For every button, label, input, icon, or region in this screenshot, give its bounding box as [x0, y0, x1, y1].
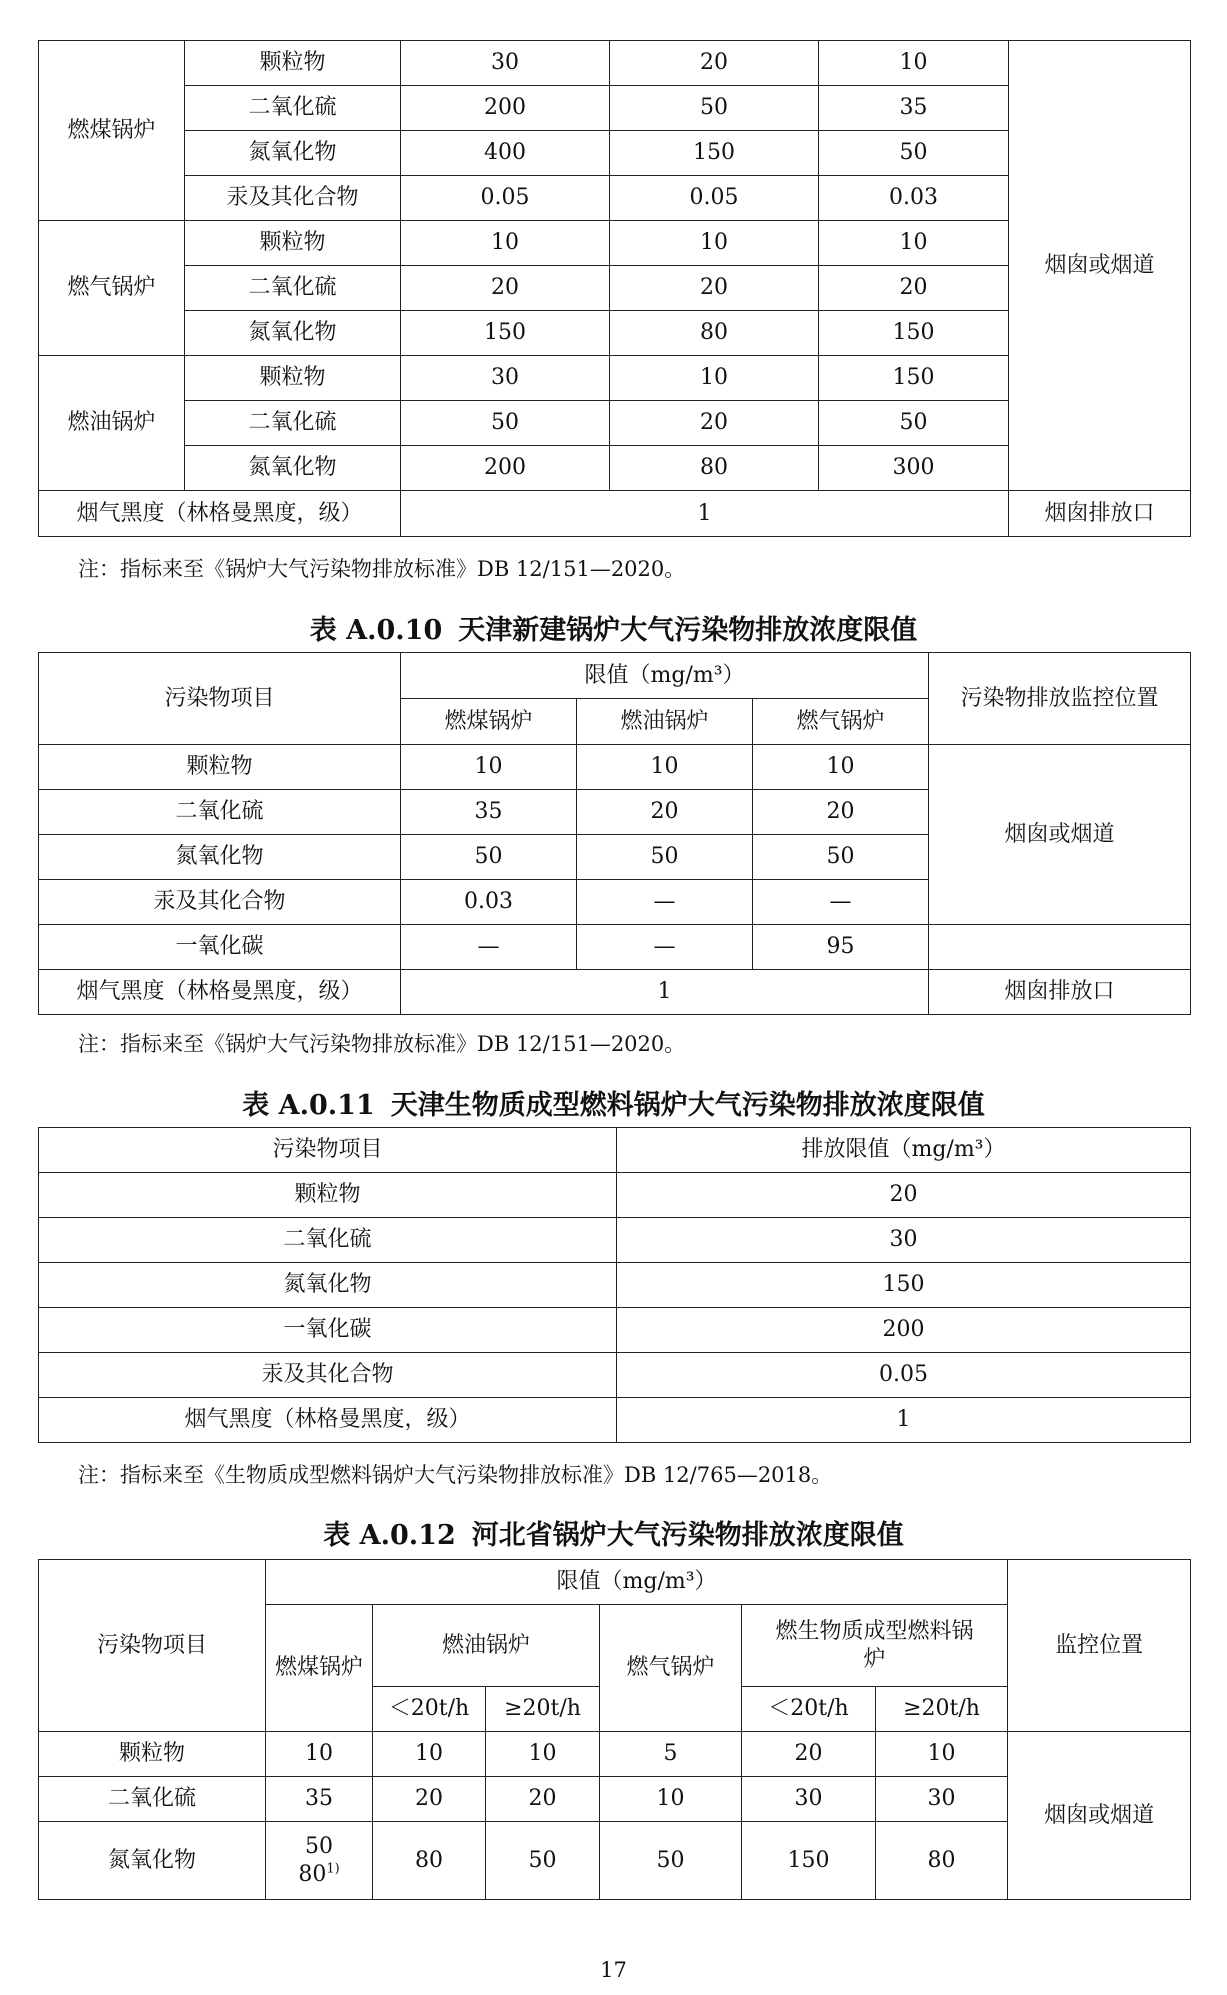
- cell: 50: [600, 1822, 742, 1900]
- cell: 1: [617, 1398, 1191, 1443]
- cell: 150: [617, 1263, 1191, 1308]
- cell: 80: [610, 311, 819, 356]
- cell: 氮氧化物: [39, 1822, 266, 1900]
- header-cell: 燃生物质成型燃料锅炉: [742, 1605, 1008, 1687]
- cell: 汞及其化合物: [39, 880, 401, 925]
- cell: 35: [401, 790, 577, 835]
- cell-line: 50: [305, 1834, 333, 1859]
- header-cell: 燃煤锅炉: [266, 1605, 373, 1732]
- header-cell: 限值（mg/m³）: [401, 653, 929, 699]
- table-row: [39, 1173, 1191, 1218]
- cell: 颗粒物: [39, 1173, 617, 1218]
- cell: 20: [610, 401, 819, 446]
- cell: 50: [577, 835, 753, 880]
- cell: 80: [373, 1822, 486, 1900]
- caption-number: 表 A.0.11: [242, 1090, 375, 1121]
- header-cell: 燃油锅炉: [373, 1605, 600, 1687]
- cell: 10: [819, 221, 1009, 266]
- cell: 20: [373, 1777, 486, 1822]
- cell: [266, 1822, 373, 1900]
- cell: 400: [401, 131, 610, 176]
- cell: 0.05: [610, 176, 819, 221]
- table-row: [39, 1353, 1191, 1398]
- cell: 95: [753, 925, 929, 970]
- tianjin-biomass-boiler-table: [38, 1127, 1191, 1443]
- cell: 二氧化硫: [39, 790, 401, 835]
- cell: 二氧化硫: [185, 86, 401, 131]
- cell: 氮氧化物: [185, 311, 401, 356]
- cell: 10: [600, 1777, 742, 1822]
- cell: 50: [819, 131, 1009, 176]
- header-cell: ≥20t/h: [486, 1687, 600, 1732]
- cell: 20: [742, 1732, 876, 1777]
- cell: 烟囱排放口: [1009, 491, 1191, 537]
- table-row: [39, 1398, 1191, 1443]
- header-cell: 燃油锅炉: [577, 699, 753, 745]
- cell: 20: [617, 1173, 1191, 1218]
- cell: 35: [819, 86, 1009, 131]
- caption-title: 天津生物质成型燃料锅炉大气污染物排放浓度限值: [390, 1090, 985, 1121]
- table-note: 注：指标来至《锅炉大气污染物排放标准》DB 12/151—2020。: [78, 1032, 686, 1056]
- cell: 一氧化碳: [39, 925, 401, 970]
- header-cell: 污染物项目: [39, 653, 401, 745]
- cell: 20: [401, 266, 610, 311]
- cell: 10: [266, 1732, 373, 1777]
- location-cell: 烟囱或烟道: [929, 745, 1191, 925]
- cell: 300: [819, 446, 1009, 491]
- cell: 150: [401, 311, 610, 356]
- cell: 10: [373, 1732, 486, 1777]
- group-label: 燃煤锅炉: [39, 41, 185, 221]
- cell: 30: [617, 1218, 1191, 1263]
- cell: 50: [401, 401, 610, 446]
- cell: 50: [486, 1822, 600, 1900]
- cell: 二氧化硫: [185, 266, 401, 311]
- table-row: [39, 41, 1191, 86]
- cell: 80: [876, 1822, 1008, 1900]
- cell: —: [753, 880, 929, 925]
- table-caption: [0, 1083, 1227, 1122]
- table-note: 注：指标来至《生物质成型燃料锅炉大气污染物排放标准》DB 12/765—2018。: [78, 1463, 833, 1487]
- header-cell: ＜20t/h: [742, 1687, 876, 1732]
- cell: 1: [401, 970, 929, 1015]
- cell: 烟气黑度（林格曼黑度，级）: [39, 1398, 617, 1443]
- caption-number: 表 A.0.12: [323, 1520, 456, 1551]
- cell: 二氧化硫: [39, 1218, 617, 1263]
- cell: 0.03: [819, 176, 1009, 221]
- cell: 氮氧化物: [185, 446, 401, 491]
- cell: —: [577, 880, 753, 925]
- header-cell: 限值（mg/m³）: [266, 1560, 1008, 1605]
- table-row: [39, 1128, 1191, 1173]
- header-cell: 燃煤锅炉: [401, 699, 577, 745]
- cell: 30: [401, 356, 610, 401]
- cell: 氮氧化物: [39, 1263, 617, 1308]
- location-cell: 烟囱或烟道: [1009, 41, 1191, 491]
- caption-number: 表 A.0.10: [309, 615, 443, 646]
- table-row: [39, 491, 1191, 537]
- cell: —: [577, 925, 753, 970]
- cell: 50: [819, 401, 1009, 446]
- cell: 10: [577, 745, 753, 790]
- cell: 0.03: [401, 880, 577, 925]
- header-cell: 监控位置: [1008, 1560, 1191, 1732]
- footnote-marker: 1): [326, 1861, 340, 1877]
- cell: 20: [753, 790, 929, 835]
- cell: 颗粒物: [185, 356, 401, 401]
- cell: 0.05: [617, 1353, 1191, 1398]
- cell: 10: [610, 356, 819, 401]
- header-cell: 燃气锅炉: [753, 699, 929, 745]
- cell: 颗粒物: [185, 41, 401, 86]
- cell: 氮氧化物: [39, 835, 401, 880]
- cell: —: [401, 925, 577, 970]
- cell: 80: [610, 446, 819, 491]
- cell: 1: [401, 491, 1009, 537]
- header-cell: 燃气锅炉: [600, 1605, 742, 1732]
- cell: 10: [610, 221, 819, 266]
- header-cell: 污染物项目: [39, 1128, 617, 1173]
- cell: 200: [401, 446, 610, 491]
- table-row: [39, 1308, 1191, 1353]
- cell-line: [266, 1861, 372, 1889]
- cell: 20: [610, 266, 819, 311]
- table-row: [39, 745, 1191, 790]
- boiler-existing-limits-table: [38, 40, 1191, 537]
- hebei-boiler-table: [38, 1559, 1191, 1900]
- cell: 颗粒物: [185, 221, 401, 266]
- header-cell: 污染物项目: [39, 1560, 266, 1732]
- table-row: [39, 1560, 1191, 1605]
- table-caption: [0, 608, 1227, 647]
- cell: 30: [401, 41, 610, 86]
- cell: 10: [876, 1732, 1008, 1777]
- cell: 200: [401, 86, 610, 131]
- cell: 20: [819, 266, 1009, 311]
- cell: 二氧化硫: [39, 1777, 266, 1822]
- cell: 200: [617, 1308, 1191, 1353]
- table-row: [39, 925, 1191, 970]
- cell: 150: [610, 131, 819, 176]
- header-cell: ≥20t/h: [876, 1687, 1008, 1732]
- table-row: [39, 1263, 1191, 1308]
- table-row: [39, 1732, 1191, 1777]
- cell: [929, 925, 1191, 970]
- cell: 氮氧化物: [185, 131, 401, 176]
- cell: 35: [266, 1777, 373, 1822]
- cell: 颗粒物: [39, 745, 401, 790]
- header-cell: ＜20t/h: [373, 1687, 486, 1732]
- header-cell: 污染物排放监控位置: [929, 653, 1191, 745]
- cell: 30: [876, 1777, 1008, 1822]
- tianjin-new-boiler-table: [38, 652, 1191, 1015]
- table-row: [39, 653, 1191, 699]
- cell: 0.05: [401, 176, 610, 221]
- table-row: [39, 1218, 1191, 1263]
- group-label: 燃气锅炉: [39, 221, 185, 356]
- cell: 50: [753, 835, 929, 880]
- header-cell: 排放限值（mg/m³）: [617, 1128, 1191, 1173]
- location-cell: 烟囱或烟道: [1008, 1732, 1191, 1900]
- cell: 20: [577, 790, 753, 835]
- cell: 150: [819, 311, 1009, 356]
- cell: 烟气黑度（林格曼黑度，级）: [39, 970, 401, 1015]
- cell: 30: [742, 1777, 876, 1822]
- table-row: [39, 970, 1191, 1015]
- cell: 二氧化硫: [185, 401, 401, 446]
- cell: 10: [819, 41, 1009, 86]
- cell: 10: [401, 221, 610, 266]
- group-label: 燃油锅炉: [39, 356, 185, 491]
- cell: 汞及其化合物: [39, 1353, 617, 1398]
- table-caption: [0, 1513, 1227, 1552]
- cell: 一氧化碳: [39, 1308, 617, 1353]
- caption-title: 河北省锅炉大气污染物排放浓度限值: [471, 1520, 904, 1551]
- table-note: 注：指标来至《锅炉大气污染物排放标准》DB 12/151—2020。: [78, 557, 686, 581]
- cell: 150: [742, 1822, 876, 1900]
- cell: 50: [610, 86, 819, 131]
- cell: 烟囱排放口: [929, 970, 1191, 1015]
- cell: 150: [819, 356, 1009, 401]
- cell: 汞及其化合物: [185, 176, 401, 221]
- cell: 50: [401, 835, 577, 880]
- cell: 颗粒物: [39, 1732, 266, 1777]
- caption-title: 天津新建锅炉大气污染物排放浓度限值: [458, 615, 918, 646]
- cell: 5: [600, 1732, 742, 1777]
- cell: 烟气黑度（林格曼黑度，级）: [39, 491, 401, 537]
- cell: 20: [610, 41, 819, 86]
- cell: 10: [486, 1732, 600, 1777]
- page-number: 17: [600, 1958, 627, 1982]
- cell-value: 80: [298, 1861, 327, 1887]
- cell: 20: [486, 1777, 600, 1822]
- cell: 10: [401, 745, 577, 790]
- cell: 10: [753, 745, 929, 790]
